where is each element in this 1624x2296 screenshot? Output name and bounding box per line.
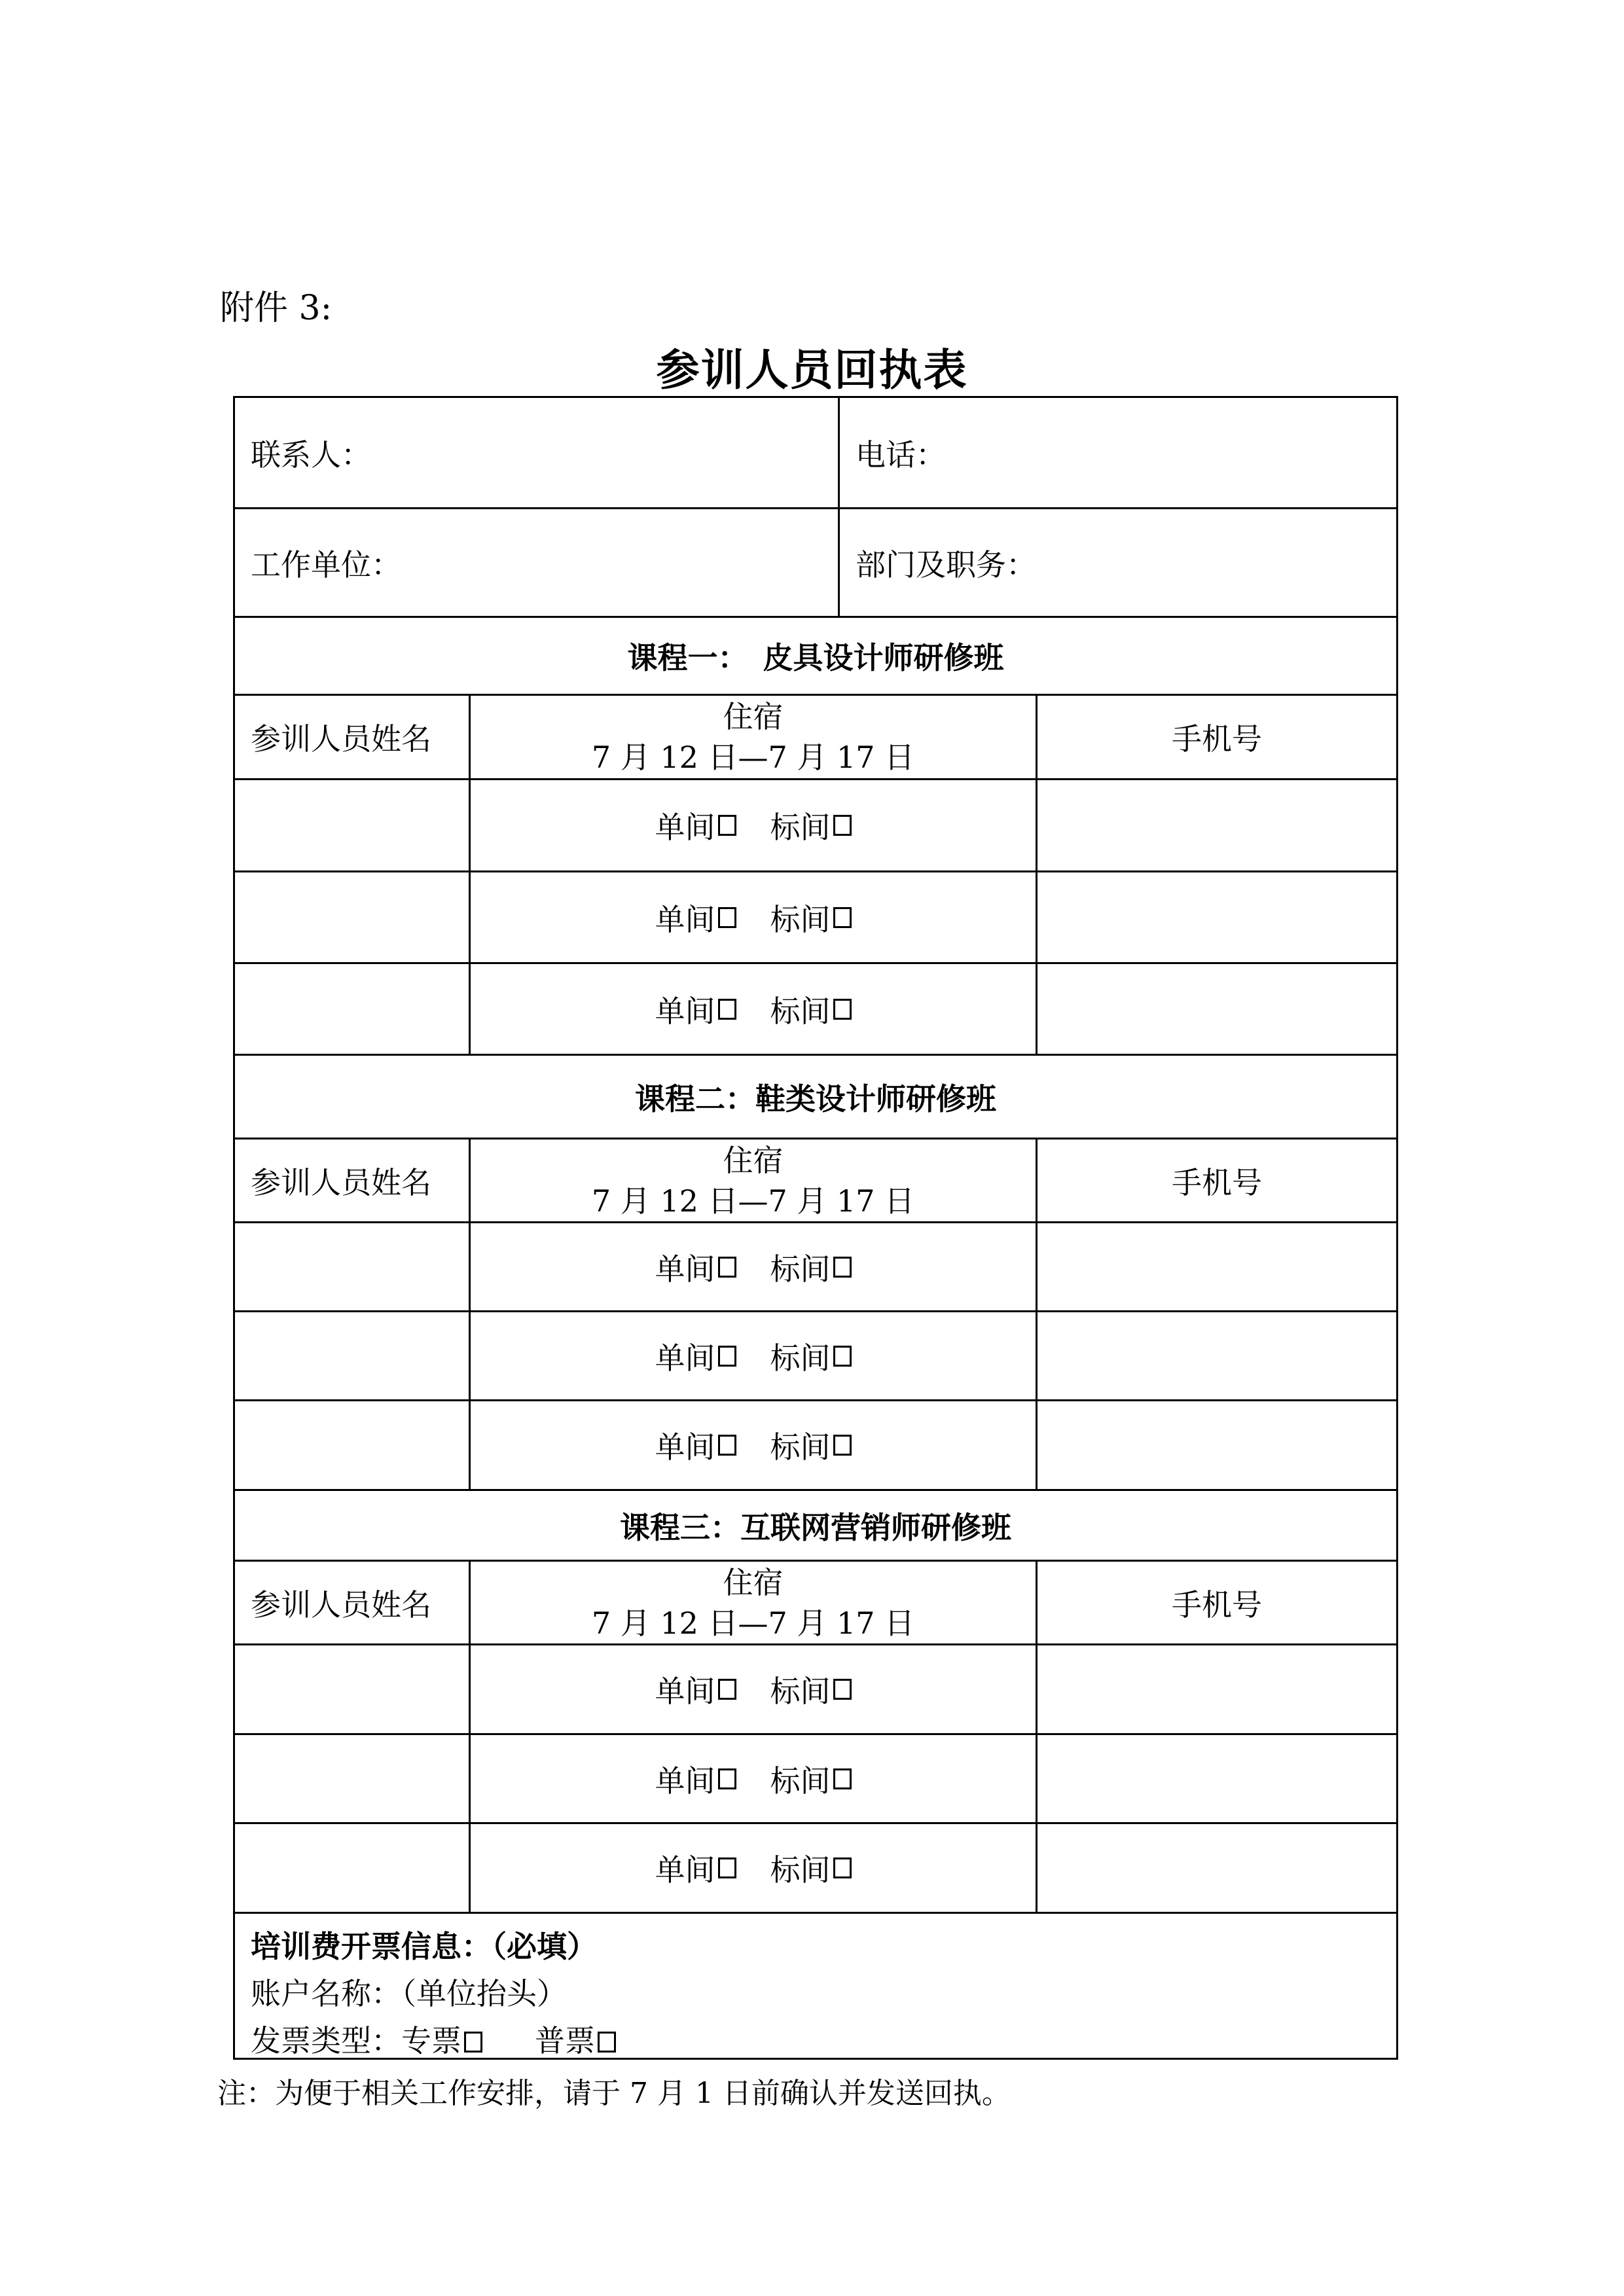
name-header: 参训人员姓名 (235, 1139, 471, 1221)
attendee-name-field[interactable] (235, 1735, 471, 1822)
double-room-label: 标间 (770, 1763, 831, 1799)
single-room-label: 单间 (655, 1429, 715, 1465)
double-room-checkbox[interactable] (833, 815, 852, 836)
contact-row (235, 398, 1396, 509)
double-room-checkbox[interactable] (833, 1768, 852, 1789)
single-room-label: 单间 (655, 993, 715, 1029)
course-3-header-row (235, 1562, 1396, 1645)
mobile-field[interactable] (1038, 1735, 1396, 1822)
double-room-label: 标间 (770, 1251, 831, 1287)
phone-label: 电话： (856, 437, 946, 473)
mobile-field[interactable] (1038, 780, 1396, 870)
single-room-checkbox[interactable] (718, 1346, 736, 1367)
double-room-checkbox[interactable] (833, 1679, 852, 1700)
attendee-name-field[interactable] (235, 1223, 471, 1310)
single-room-label: 单间 (655, 810, 715, 845)
invoice-heading: 培训费开票信息：（必填） (251, 1929, 597, 1964)
double-room-checkbox[interactable] (833, 1435, 852, 1456)
course-1-attendee-row-1 (235, 780, 1396, 872)
organization-label: 工作单位： (251, 547, 401, 583)
mobile-header: 手机号 (1172, 1164, 1262, 1200)
lodging-label: 住宿 (723, 1142, 784, 1178)
organization-field[interactable] (235, 509, 840, 616)
attendee-name-field[interactable] (235, 964, 471, 1054)
lodging-dates: 7 月 12 日—7 月 17 日 (591, 740, 915, 775)
mobile-header: 手机号 (1172, 721, 1262, 757)
double-room-checkbox[interactable] (833, 999, 852, 1020)
normal-invoice-checkbox[interactable] (598, 2032, 616, 2053)
course-1-header-row (235, 696, 1396, 780)
mobile-field[interactable] (1038, 1824, 1396, 1912)
lodging-header (471, 696, 1038, 778)
mobile-header: 手机号 (1172, 1587, 1262, 1623)
lodging-label: 住宿 (723, 1564, 784, 1600)
lodging-dates: 7 月 12 日—7 月 17 日 (591, 1605, 915, 1641)
mobile-field[interactable] (1038, 1645, 1396, 1733)
phone-field[interactable] (840, 398, 1396, 507)
course-1-title-row (235, 618, 1396, 696)
room-choice (471, 964, 1038, 1054)
double-room-label: 标间 (770, 1340, 831, 1376)
special-invoice-checkbox[interactable] (464, 2032, 482, 2053)
course-2-attendee-row-2 (235, 1312, 1396, 1401)
attachment-label: 附件 3: (220, 289, 333, 328)
organization-row (235, 509, 1396, 618)
lodging-label: 住宿 (723, 699, 784, 734)
mobile-field[interactable] (1038, 872, 1396, 962)
attendee-name-field[interactable] (235, 1824, 471, 1912)
single-room-label: 单间 (655, 1340, 715, 1376)
single-room-checkbox[interactable] (718, 907, 736, 928)
single-room-checkbox[interactable] (718, 1768, 736, 1789)
course-2-title-row (235, 1056, 1396, 1139)
single-room-checkbox[interactable] (718, 1257, 736, 1278)
name-header: 参训人员姓名 (235, 1562, 471, 1643)
double-room-label: 标间 (770, 1852, 831, 1888)
department-label: 部门及职务： (856, 547, 1036, 583)
course-1-title: 课程一： 皮具设计师研修班 (627, 640, 1004, 675)
single-room-label: 单间 (655, 1852, 715, 1888)
contact-person-field[interactable] (235, 398, 840, 507)
double-room-label: 标间 (770, 1674, 831, 1709)
room-choice (471, 1735, 1038, 1822)
course-2-header-row (235, 1139, 1396, 1223)
room-choice (471, 1645, 1038, 1733)
lodging-header (471, 1562, 1038, 1643)
course-3-attendee-row-1 (235, 1645, 1396, 1735)
account-name-field[interactable]: 账户名称：（单位抬头） (251, 1976, 567, 2011)
mobile-field[interactable] (1038, 964, 1396, 1054)
room-choice (471, 1824, 1038, 1912)
double-room-checkbox[interactable] (833, 1346, 852, 1367)
single-room-checkbox[interactable] (718, 1435, 736, 1456)
invoice-type-row (251, 2017, 1396, 2060)
single-room-checkbox[interactable] (718, 1679, 736, 1700)
invoice-info-section (235, 1914, 1396, 2060)
course-3-attendee-row-3 (235, 1824, 1396, 1914)
single-room-label: 单间 (655, 1763, 715, 1799)
invoice-type-label: 发票类型： (251, 2023, 401, 2058)
footnote: 注：为便于相关工作安排，请于 7 月 1 日前确认并发送回执。 (217, 2077, 1011, 2110)
course-3-title-row (235, 1491, 1396, 1562)
course-1-attendee-row-3 (235, 964, 1396, 1056)
attendee-name-field[interactable] (235, 780, 471, 870)
single-room-label: 单间 (655, 901, 715, 937)
single-room-label: 单间 (655, 1251, 715, 1287)
single-room-checkbox[interactable] (718, 815, 736, 836)
course-2-title: 课程二：鞋类设计师研修班 (635, 1081, 996, 1117)
course-3-attendee-row-2 (235, 1735, 1396, 1824)
double-room-label: 标间 (770, 993, 831, 1029)
double-room-label: 标间 (770, 1429, 831, 1465)
single-room-checkbox[interactable] (718, 1857, 736, 1878)
course-1-attendee-row-2 (235, 872, 1396, 964)
special-invoice-label: 专票 (401, 2023, 461, 2058)
lodging-header (471, 1139, 1038, 1221)
double-room-checkbox[interactable] (833, 907, 852, 928)
mobile-field[interactable] (1038, 1223, 1396, 1310)
room-choice (471, 780, 1038, 870)
mobile-field[interactable] (1038, 1401, 1396, 1489)
attendee-name-field[interactable] (235, 872, 471, 962)
double-room-label: 标间 (770, 901, 831, 937)
course-2-attendee-row-1 (235, 1223, 1396, 1312)
course-2-attendee-row-3 (235, 1401, 1396, 1491)
department-field[interactable] (840, 509, 1396, 616)
lodging-dates: 7 月 12 日—7 月 17 日 (591, 1183, 915, 1219)
attendee-name-field[interactable] (235, 1645, 471, 1733)
attendee-name-field[interactable] (235, 1401, 471, 1489)
room-choice (471, 1223, 1038, 1310)
double-room-checkbox[interactable] (833, 1857, 852, 1878)
contact-person-label: 联系人： (251, 437, 371, 473)
room-choice (471, 1401, 1038, 1489)
form-title: 参训人员回执表 (656, 344, 968, 395)
room-choice (471, 1312, 1038, 1399)
double-room-checkbox[interactable] (833, 1257, 852, 1278)
receipt-form-table (233, 396, 1398, 2060)
normal-invoice-label: 普票 (535, 2023, 595, 2058)
single-room-checkbox[interactable] (718, 999, 736, 1020)
room-choice (471, 872, 1038, 962)
name-header: 参训人员姓名 (235, 696, 471, 778)
double-room-label: 标间 (770, 810, 831, 845)
single-room-label: 单间 (655, 1674, 715, 1709)
mobile-field[interactable] (1038, 1312, 1396, 1399)
attendee-name-field[interactable] (235, 1312, 471, 1399)
course-3-title: 课程三：互联网营销师研修班 (620, 1509, 1011, 1545)
